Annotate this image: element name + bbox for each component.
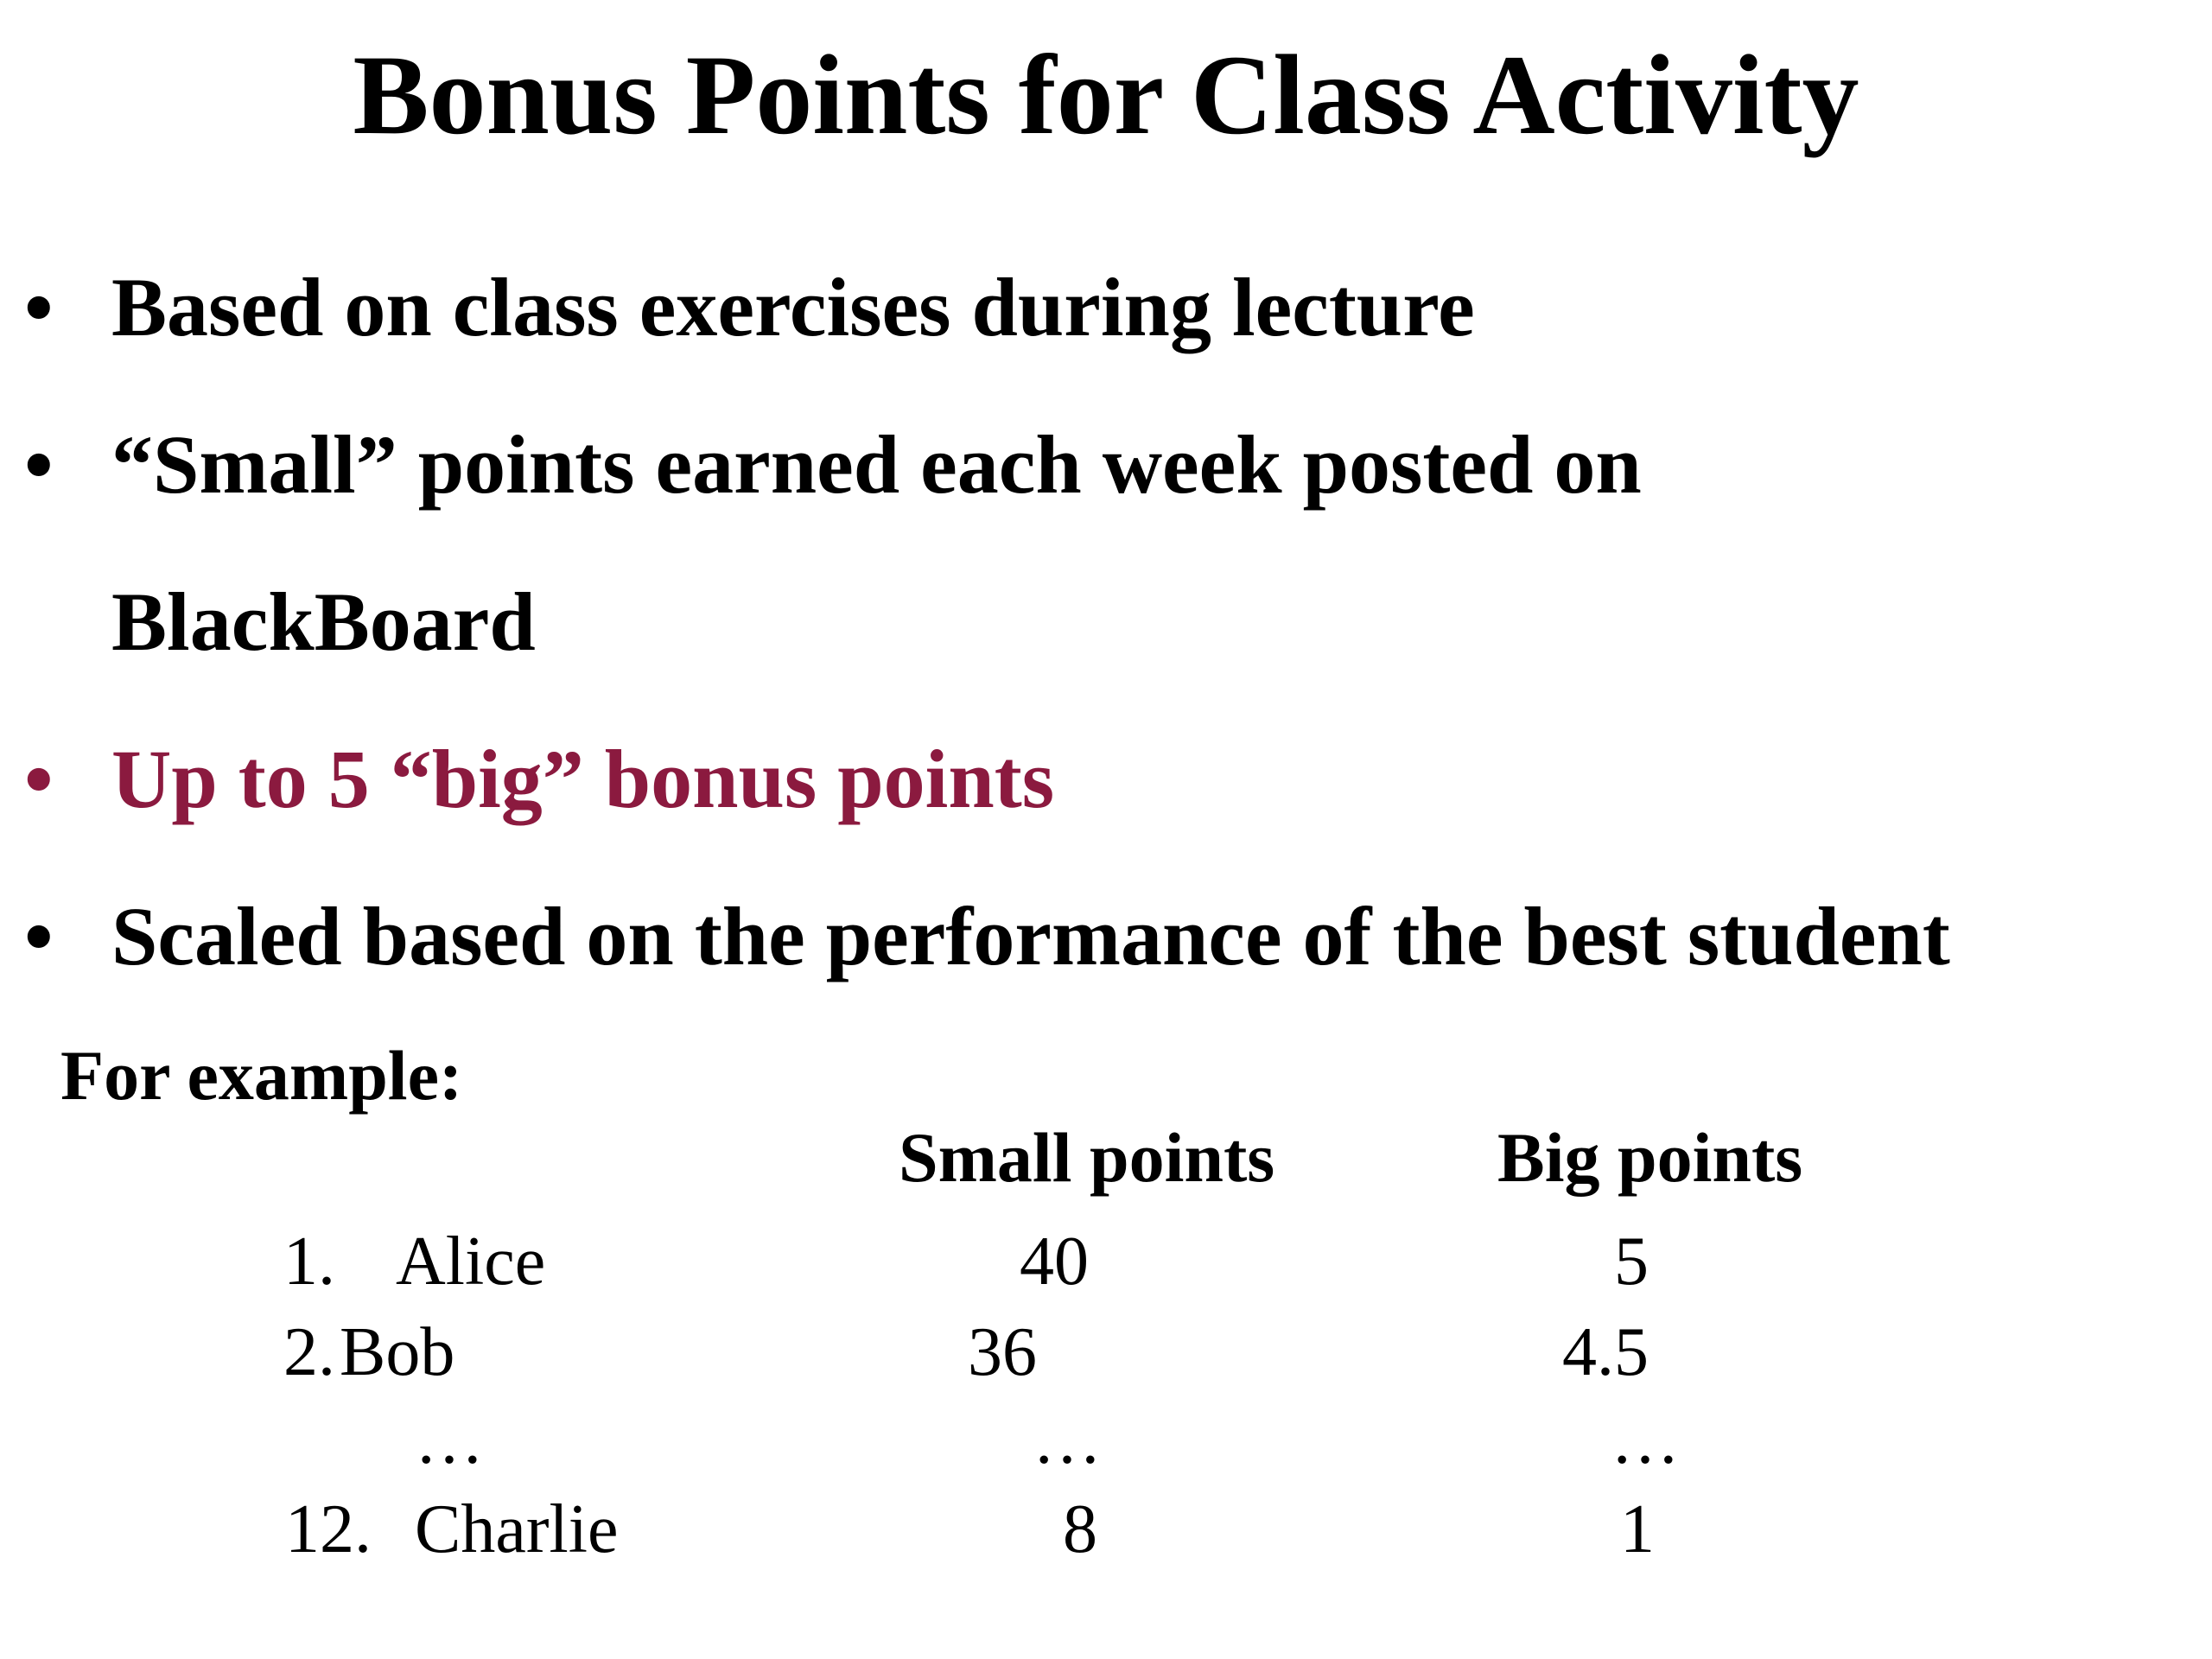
bullet-item xyxy=(0,229,2212,386)
table-header-big-points: Big points xyxy=(1497,1118,1803,1197)
row-big-points: 1 xyxy=(1620,1491,1655,1567)
bullet-dot-icon: • xyxy=(24,890,54,982)
bullet-dot-icon: • xyxy=(24,418,54,511)
example-label: For example: xyxy=(60,1036,463,1115)
row-name: Charlie xyxy=(415,1491,619,1567)
bullet-text-highlighted: Up to 5 “big” bonus points xyxy=(111,733,1055,825)
bullet-item xyxy=(0,386,2212,543)
row-big-points: 4.5 xyxy=(1562,1314,1649,1390)
slide-title: Bonus Points for Class Activity xyxy=(353,31,1859,158)
row-name: Bob xyxy=(340,1314,455,1390)
bullet-item-continuation xyxy=(0,543,2212,701)
row-rank: … xyxy=(415,1402,484,1478)
bullet-item-highlighted xyxy=(0,701,2212,858)
row-rank: 2. xyxy=(283,1314,335,1390)
row-small-points: 40 xyxy=(1020,1224,1089,1300)
row-big-points: 5 xyxy=(1614,1224,1649,1300)
row-rank: 1. xyxy=(283,1224,335,1300)
row-name: Alice xyxy=(396,1224,546,1300)
bullet-text: Based on class exercises during lecture xyxy=(111,261,1475,353)
row-small-points: … xyxy=(1033,1402,1102,1478)
bullet-dot-icon: • xyxy=(24,261,54,353)
bullet-text: Scaled based on the performance of the best student xyxy=(111,890,1950,982)
row-rank: 12. xyxy=(285,1491,372,1567)
bullet-dot-icon: • xyxy=(24,733,54,825)
bullet-item xyxy=(0,858,2212,1015)
table-header-small-points: Small points xyxy=(899,1118,1275,1197)
row-big-points: … xyxy=(1611,1402,1680,1478)
bullet-text: “Small” points earned each week posted on xyxy=(111,418,1642,511)
row-small-points: 8 xyxy=(1063,1491,1097,1567)
row-small-points: 36 xyxy=(968,1314,1037,1390)
bullet-text-continuation: BlackBoard xyxy=(111,575,536,668)
